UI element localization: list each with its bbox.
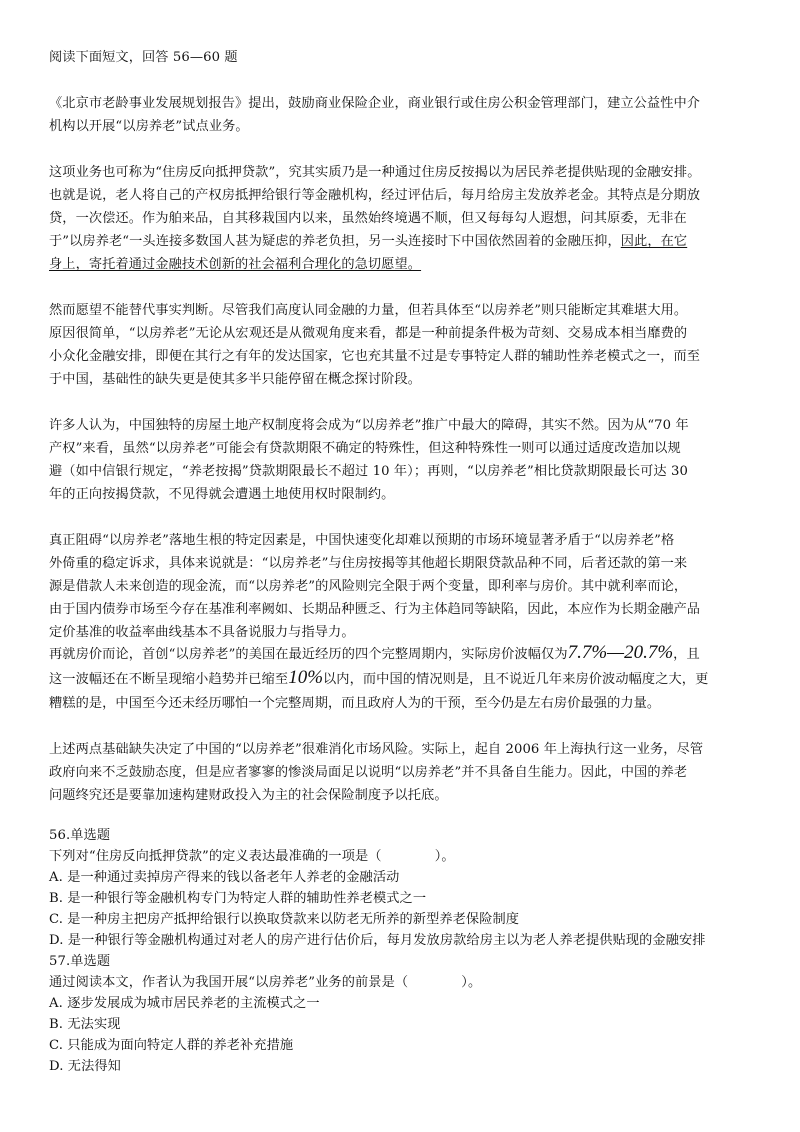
paragraph-3-line-1: 然而愿望不能替代事实判断。尽管我们高度认同金融的力量，但若具体至“以房养老”则只能断定其难堪大用。	[49, 303, 688, 318]
percent-formula: 10%	[288, 667, 324, 688]
paragraph-5-line-3: 源是借款人未来创造的现金流，而“以房养老”的风险则完全限于两个变量，即利率与房价。其中就利率而论，	[49, 579, 688, 594]
paragraph-6-line-2-text: 这一波幅还在不断呈现缩小趋势并已缩至	[49, 672, 289, 687]
paragraph-5-line-2: 外倚重的稳定诉求，具体来说就是：“以房养老”与住房按揭等其他超长期限贷款品种不同，后者还款的第一来	[49, 556, 688, 571]
paragraph-6-line-1-tail: ，且	[673, 647, 700, 662]
paragraph-6-line-1-text: 再就房价而论，首创“以房养老”的美国在最近经历的四个完整周期内，实际房价波幅仅为	[49, 647, 568, 662]
paragraph-6-line-2	[49, 667, 708, 691]
paragraph-4-line-1: 许多人认为，中国独特的房屋土地产权制度将会成为“以房养老”推广中最大的障碍，其实不然。因为从“70 年	[49, 418, 689, 433]
question-57-option-b: B. 无法实现	[49, 1017, 121, 1032]
price-range-formula: 7.7%—20.7%	[567, 642, 674, 663]
paragraph-7-line-1: 上述两点基础缺失决定了中国的“以房养老”很难消化市场风险。实际上，起自 2006 年上海执行这一业务，尽管	[49, 742, 704, 757]
question-57-stem: 通过阅读本文，作者认为我国开展“以房养老”业务的前景是（ ）。	[49, 975, 482, 990]
paragraph-4-line-3: 避（如中信银行规定，“养老按揭”贷款期限最长不超过 10 年）；再则，“以房养老”相比贷款期限最长可达 30	[49, 464, 688, 479]
underlined-sentence-part-1: 因此，在它	[620, 234, 688, 249]
paragraph-3-line-3: 小众化金融安排，即便在其行之有年的发达国家，它也充其量不过是专事特定人群的辅助性养老模式之一，而至	[49, 349, 701, 364]
question-56-option-a: A. 是一种通过卖掉房产得来的钱以备老年人养老的金融活动	[49, 870, 400, 885]
paragraph-3-line-2: 原因很简单，“以房养老”无论从宏观还是从微观角度来看，都是一种前提条件极为苛刻、交易成本相当靡费的	[49, 326, 688, 341]
paragraph-6-line-3: 糟糕的是，中国至今还未经历哪怕一个完整周期，而且政府人为的干预，至今仍是左右房价最强的力量。	[49, 696, 661, 711]
question-57-option-d: D. 无法得知	[49, 1059, 121, 1074]
paragraph-6-line-2-tail: 以内，而中国的情况则是，且不说近几年来房价波动幅度之大，更	[323, 672, 709, 687]
paragraph-5-line-4: 由于国内债券市场至今存在基准利率阙如、长期品种匮乏、行为主体趋同等缺陷，因此，本应作为长期金融产品	[49, 602, 701, 617]
question-56-option-b: B. 是一种银行等金融机构专门为特定人群的辅助性养老模式之一	[49, 891, 427, 906]
paragraph-5-line-1: 真正阻碍“以房养老”落地生根的特定因素是，中国快速变化却难以预期的市场环境显著矛盾于“以房养老”格	[49, 533, 675, 548]
paragraph-2-line-4-text: 于”以房养老“一头连接多数国人甚为疑虑的养老负担，另一头连接时下中国依然固着的金融压抑，	[49, 234, 621, 249]
paragraph-7-line-2: 政府向来不乏鼓励态度，但是应者寥寥的惨淡局面足以说明“以房养老”并不具备自生能力。因此，中国的养老	[49, 765, 688, 780]
paragraph-4-line-2: 产权”来看，虽然“以房养老”可能会有贷款期限不确定的特殊性，但这种特殊性一则可以通过适度改造加以规	[49, 441, 681, 456]
paragraph-2-line-2: 也就是说，老人将自己的产权房抵押给银行等金融机构，经过评估后，每月给房主发放养老金。其特点是分期放	[49, 188, 701, 203]
paragraph-1-line-2: 机构以开展“以房养老”试点业务。	[49, 119, 249, 134]
paragraph-1-line-1: 《北京市老龄事业发展规划报告》提出，鼓励商业保险企业，商业银行或住房公积金管理部门，建立公益性中介	[49, 96, 701, 111]
question-57-option-a: A. 逐步发展成为城市居民养老的主流模式之一	[49, 996, 320, 1011]
paragraph-4-line-4: 年的正向按揭贷款，不见得就会遭遇土地使用权时限制约。	[49, 487, 395, 502]
question-56-option-d: D. 是一种银行等金融机构通过对老人的房产进行估价后，每月发放房款给房主以为老人养老提供贴现的金融安排	[49, 933, 706, 948]
paragraph-6-line-1	[49, 642, 700, 666]
question-56-option-c: C. 是一种房主把房产抵押给银行以换取贷款来以防老无所养的新型养老保险制度	[49, 912, 520, 927]
paragraph-7-line-3: 问题终究还是要靠加速构建财政投入为主的社会保险制度予以托底。	[49, 788, 448, 803]
paragraph-5-line-5: 定价基准的收益率曲线基本不具备说服力与指导力。	[49, 625, 355, 640]
paragraph-2-line-4	[49, 233, 687, 251]
question-56-stem: 下列对“住房反向抵押贷款”的定义表达最准确的一项是（ ）。	[49, 849, 455, 864]
question-56-type: 56.单选题	[49, 828, 111, 843]
reading-instruction: 阅读下面短文，回答 56—60 题	[49, 50, 238, 65]
underlined-sentence-part-2: 身上，寄托着通过金融技术创新的社会福利合理化的急切愿望。	[49, 257, 422, 272]
question-57-type: 57.单选题	[49, 954, 111, 969]
paragraph-3-line-4: 于中国，基础性的缺失更是使其多半只能停留在概念探讨阶段。	[49, 372, 422, 387]
question-57-option-c: C. 只能成为面向特定人群的养老补充措施	[49, 1038, 294, 1053]
paragraph-2-line-1: 这项业务也可称为“住房反向抵押贷款”，究其实质乃是一种通过住房反按揭以为居民养老提供贴现的金融安排。	[49, 165, 701, 180]
paragraph-2-line-3: 贷，一次偿还。作为舶来品，自其移栽国内以来，虽然始终境遇不顺，但又每每勾人遐想，问其原委，无非在	[49, 211, 687, 226]
